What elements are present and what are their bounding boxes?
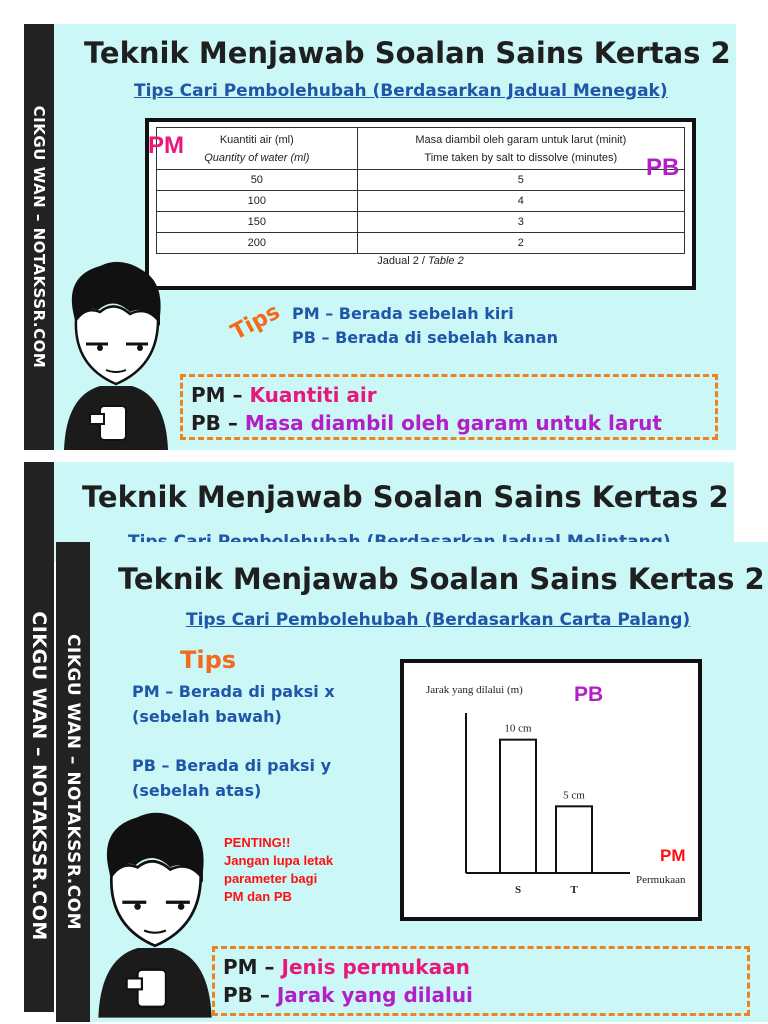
table-cell: 2 [357, 233, 684, 254]
chart-data-label: 5 cm [563, 789, 585, 802]
page-title: Teknik Menjawab Soalan Sains Kertas 2 [118, 562, 765, 596]
answer-pb-value: Jarak yang dilalui [276, 983, 473, 1007]
answer-pm-value: Jenis permukaan [281, 955, 470, 979]
page-subtitle: Tips Cari Pembolehubah (Berdasarkan Carta Palang) [186, 610, 691, 630]
table-row [157, 212, 685, 233]
answer-pm-key: PM – [191, 383, 250, 407]
cartoon-teacher-illustration [94, 802, 216, 1022]
table-cell: 5 [357, 170, 684, 191]
table-header-cell [357, 128, 684, 170]
chart-tick-label: S [514, 884, 522, 896]
answer-pm-line [223, 953, 739, 981]
answer-pm-value: Kuantiti air [249, 383, 377, 407]
bar-chart [404, 663, 698, 917]
caption-ms: Jadual 2 / [377, 255, 429, 267]
header-text-en: Time taken by salt to dissolve (minutes) [424, 151, 618, 164]
slide-top [24, 24, 736, 450]
answer-box [180, 374, 718, 440]
answer-pm-key: PM – [223, 955, 282, 979]
table-row [157, 170, 685, 191]
answer-pb-line [191, 409, 707, 437]
tips-label: Tips [180, 646, 237, 674]
table-cell: 50 [157, 170, 358, 191]
answer-pb-line [223, 981, 739, 1009]
chart-tick-label: T [570, 884, 578, 896]
watermark-strip [56, 542, 90, 1022]
cartoon-teacher-illustration [60, 256, 172, 450]
answer-pb-key: PB – [223, 983, 277, 1007]
pm-tag: PM [148, 132, 184, 159]
table-header-row [157, 128, 685, 170]
page-title: Teknik Menjawab Soalan Sains Kertas 2 [84, 36, 731, 70]
table-cell: 200 [157, 233, 358, 254]
answer-box [212, 946, 750, 1016]
answer-pb-value: Masa diambil oleh garam untuk larut [244, 411, 662, 435]
watermark-strip-middle [24, 540, 54, 1012]
page-subtitle: Tips Cari Pembolehubah (Berdasarkan Jadual Menegak) [134, 81, 668, 101]
tip-line: (sebelah atas) [132, 781, 262, 800]
answer-pm-line [191, 381, 707, 409]
tip-line: PB – Berada di sebelah kanan [292, 328, 559, 347]
watermark-text: CIKGU WAN – NOTAKSSR.COM [63, 633, 83, 931]
chart-marks [466, 713, 630, 896]
chart-ylabel: Jarak yang dilalui (m) [426, 684, 523, 696]
table-caption [156, 255, 685, 267]
page-title: Teknik Menjawab Soalan Sains Kertas 2 [82, 480, 729, 514]
watermark-text: CIKGU WAN – NOTAKSSR.COM [30, 105, 48, 369]
table-header-cell [157, 128, 358, 170]
table-cell: 150 [157, 212, 358, 233]
tip-line: (sebelah bawah) [132, 707, 282, 726]
table-row [157, 191, 685, 212]
chart-data-label: 10 cm [504, 722, 532, 735]
watermark-text: CIKGU WAN – NOTAKSSR.COM [28, 611, 50, 941]
tip-line: PM – Berada di paksi x [132, 682, 335, 701]
chart-pb-tag: PB [574, 683, 604, 706]
important-line: Jangan lupa letak [224, 853, 334, 868]
tip-line: PM – Berada sebelah kiri [292, 304, 514, 323]
table-cell: 3 [357, 212, 684, 233]
answer-pb-key: PB – [191, 411, 245, 435]
bar-chart-frame [400, 659, 702, 921]
watermark-strip [24, 24, 54, 450]
important-line: PENTING!! [224, 835, 291, 850]
chart-xlabel: Permukaan [636, 874, 686, 886]
chart-bar [500, 740, 536, 873]
header-text-en: Quantity of water (ml) [204, 151, 310, 164]
tip-line: PB – Berada di paksi y [132, 756, 332, 775]
chart-bar [556, 806, 592, 873]
chart-pm-tag: PM [660, 846, 686, 865]
header-text-ms: Masa diambil oleh garam untuk larut (minit) [415, 133, 627, 146]
table-cell: 100 [157, 191, 358, 212]
table-cell: 4 [357, 191, 684, 212]
header-text-ms: Kuantiti air (ml) [219, 133, 294, 146]
slide-bottom [56, 542, 768, 1022]
tips-label: Tips [227, 299, 285, 346]
pb-tag: PB [646, 154, 680, 181]
data-table [156, 127, 685, 254]
important-line: parameter bagi [224, 871, 318, 886]
important-line: PM dan PB [224, 889, 292, 904]
table-row [157, 233, 685, 254]
caption-en: Table 2 [428, 255, 464, 267]
data-table-frame [145, 118, 696, 290]
important-note [224, 834, 333, 906]
